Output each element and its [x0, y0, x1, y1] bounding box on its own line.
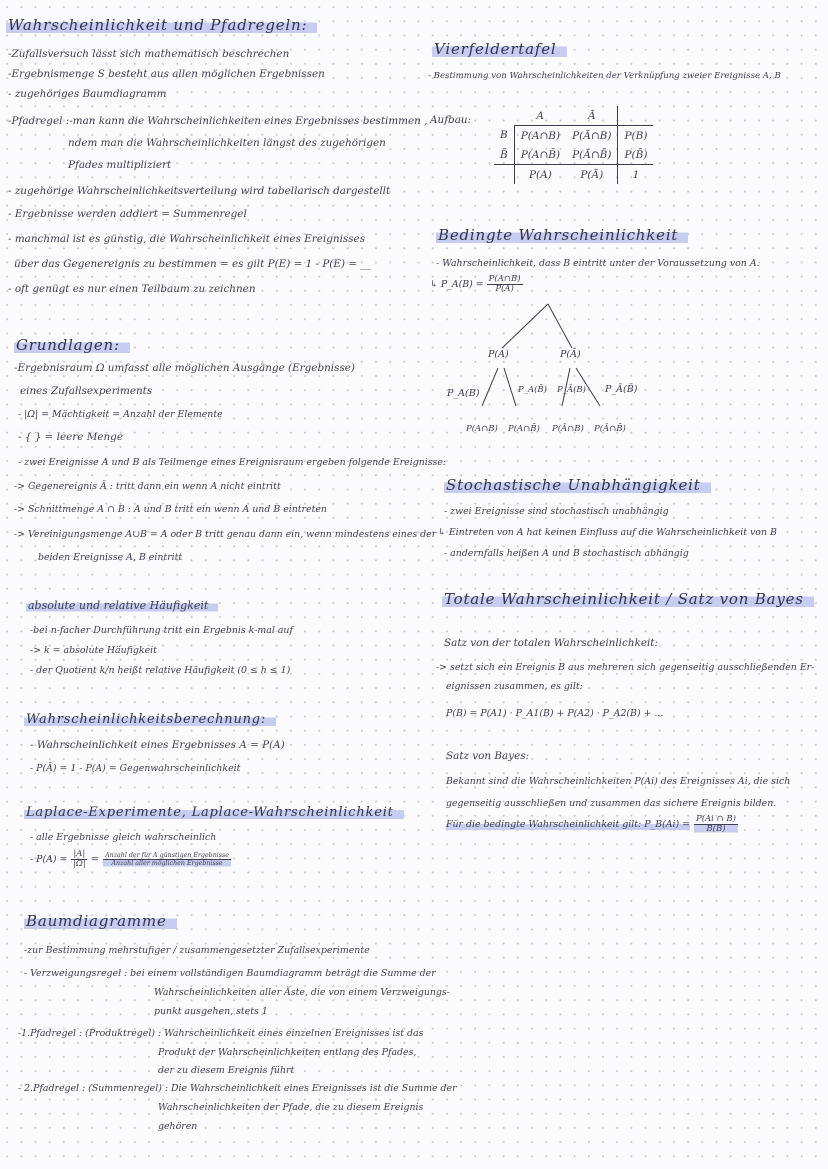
total-line: -> setzt sich ein Ereignis B aus mehreren sich gegenseitig ausschließenden Er- [436, 662, 815, 673]
grund-line: -> Vereinigungsmenge A∪B = A oder B tritt genau dann ein, wenn mindestens eines der [14, 529, 437, 540]
baum-line: -zur Bestimmung mehrstufiger / zusammengesetzter Zufallsexperimente [24, 945, 370, 956]
pfad-line: -Ergebnismenge S besteht aus allen möglichen Ergebnissen [8, 68, 325, 80]
tree-leaf: P(Ā∩B̄) [594, 424, 626, 434]
vft-cell [494, 165, 514, 185]
pfad-line: - zugehörige Wahrscheinlichkeitsverteilung wird tabellarisch dargestellt [8, 185, 391, 197]
bed-den: P(A) [495, 284, 514, 294]
total-line: eignissen zusammen, es gilt: [446, 681, 583, 692]
bayes-num: P(Ai ∩ B) [696, 814, 736, 824]
haeuf-line: - der Quotient k/n heißt relative Häufigkeit (0 ≤ h ≤ 1) [30, 665, 291, 676]
vft-row [494, 106, 653, 126]
vft-cell: A [514, 106, 566, 126]
vier-line: - Bestimmung von Wahrscheinlichkeiten der Verknüpfung zweier Ereignisse A, B [428, 71, 781, 81]
grund-line: -Ergebnisraum Ω umfasst alle möglichen Ausgänge (Ergebnisse) [14, 362, 355, 374]
vier-aufbau: Aufbau: [430, 114, 472, 126]
grund-line: -> Schnittmenge A ∩ B : A und B tritt ein wenn A und B eintreten [14, 504, 327, 515]
grund-line: - |Ω| = Mächtigkeit = Anzahl der Elemente [18, 409, 223, 420]
baum-line: - 2.Pfadregel : (Summenregel) : Die Wahrscheinlichkeit eines Ereignisses ist die Summe der [18, 1083, 457, 1094]
total-formula: P(B) = P(A1) · P_A1(B) + P(A2) · P_A2(B) + ... [446, 708, 664, 719]
tree-leaf: P(A∩B̄) [508, 424, 540, 434]
berech-line: - P(Ā) = 1 - P(A) = Gegenwahrscheinlichkeit [30, 763, 241, 774]
berech-line: - Wahrscheinlichkeit eines Ergebnisses A = P(A) [30, 739, 285, 751]
bed-num: P(A∩B) [488, 274, 521, 284]
vft-row [494, 165, 653, 185]
vft-cell: P(A∩B) [520, 129, 561, 142]
total-line2: Bekannt sind die Wahrscheinlichkeiten P(Ai) des Ereignisses Ai, die sich [446, 776, 791, 787]
tree-leaf: P(Ā∩B) [552, 424, 584, 434]
grund-line: - zwei Ereignisse A und B als Teilmenge eines Ereignisraum ergeben folgende Ereignisse: [18, 457, 447, 468]
probability-tree [440, 298, 650, 438]
grund-line: beiden Ereignisse A, B eintritt [38, 552, 183, 563]
tree-leaf: P(A∩B) [466, 424, 498, 434]
title-pfadregeln: Wahrscheinlichkeit und Pfadregeln: [6, 16, 317, 34]
laplace-fraction [71, 850, 87, 869]
vft-cell: P(A) [528, 168, 552, 181]
total-sub2: Satz von Bayes: [446, 750, 530, 762]
title-baumdiagramme: Baumdiagramme [24, 912, 177, 930]
title-haeufigkeit: absolute und relative Häufigkeit [26, 599, 218, 612]
title-grundlagen: Grundlagen: [14, 336, 130, 354]
pfad-line: - zugehöriges Baumdiagramm [8, 88, 167, 100]
total-sub1: Satz von der totalen Wahrscheinlichkeit: [444, 637, 658, 649]
laplace-note-num: Anzahl der für A günstigen Ergebnisse [105, 851, 229, 859]
vft-cell: P(Ā∩B̄) [566, 145, 618, 165]
title-bedingte: Bedingte Wahrscheinlichkeit [436, 226, 688, 244]
baum-line: Produkt der Wahrscheinlichkeiten entlang des Pfades, [158, 1047, 417, 1058]
tree-branch-ll: P_A(B) [447, 388, 480, 399]
tree-branch-lr: P_A(B̄) [518, 385, 547, 395]
total-line2: gegenseitig ausschließen und zusammen das sichere Ereignis bilden. [446, 798, 777, 809]
title-vierfeldertafel: Vierfeldertafel [432, 40, 567, 58]
tree-branch-rl: P_Ā(B) [557, 385, 586, 395]
baum-line: Wahrscheinlichkeiten aller Äste, die von einem Verzweigungs- [154, 987, 450, 998]
haeuf-line: -bei n-facher Durchführung tritt ein Ergebnis k-mal auf [30, 625, 293, 636]
pfad-line: - Ergebnisse werden addiert = Summenregel [8, 208, 247, 220]
pfad-line: - oft genügt es nur einen Teilbaum zu zeichnen [8, 283, 256, 295]
bayes-fraction [694, 815, 738, 834]
tree-branch-rr: P_Ā(B̄) [605, 384, 638, 395]
grund-line: - { } = leere Menge [18, 431, 123, 443]
vft-cell: P(A∩B̄) [514, 145, 566, 165]
vft-cell [494, 106, 514, 126]
pfad-line: ndem man die Wahrscheinlichkeiten längst des zugehörigen [68, 137, 386, 149]
stoch-line: - zwei Ereignisse sind stochastisch unabhängig [444, 506, 669, 517]
tree-node-a: P(A) [488, 349, 509, 360]
title-total: Totale Wahrscheinlichkeit / Satz von Bayes [442, 590, 814, 608]
bayes-den: B(B) [706, 824, 726, 834]
vft-cell: B̄ [494, 145, 514, 165]
bayes-prefix: Für die bedingte Wahrscheinlichkeit gilt: P_B(Ai) = [446, 819, 690, 830]
pfad-line: -Zufallsversuch lässt sich mathematisch beschrechen [8, 48, 290, 60]
baum-line: - Verzweigungsregel : bei einem vollständigen Baumdiagramm beträgt die Summe der [24, 968, 436, 979]
vft-cell [618, 106, 653, 126]
bed-prefix: ↳ P_A(B) = [430, 279, 484, 290]
pfad-line: -Pfadregel :-man kann die Wahrscheinlichkeiten eines Ergebnisses bestimmen , [8, 115, 428, 127]
vft-row [494, 126, 653, 146]
laplace-prefix: - P(A) = [30, 854, 68, 865]
baum-line: der zu diesem Ereignis führt [158, 1065, 295, 1076]
vft-cell: P(B̄) [618, 145, 653, 165]
pfad-line: über das Gegenereignis zu bestimmen = es gilt P(E) = 1 - P(E) = __ [14, 258, 371, 270]
laplace-note [103, 852, 231, 868]
grund-line: eines Zufallsexperiments [20, 385, 153, 397]
bed-fraction [487, 275, 523, 294]
laplace-num: |A| [73, 849, 86, 859]
laplace-den: |Ω| [72, 859, 86, 869]
title-berechnung: Wahrscheinlichkeitsberechnung: [24, 712, 276, 727]
baum-line: gehören [158, 1121, 198, 1132]
vft-cell: Ā [566, 106, 618, 126]
grund-line: -> Gegenereignis Ā : tritt dann ein wenn A nicht eintritt [14, 481, 281, 492]
bed-formula [430, 275, 523, 294]
tree-node-abar: P(Ā) [560, 349, 581, 360]
title-stochastisch: Stochastische Unabhängigkeit [444, 476, 711, 494]
laplace-eq: = [91, 854, 100, 865]
vft-cell: P(Ā) [566, 165, 618, 185]
vierfeldertafel-table [494, 106, 653, 184]
laplace-note-den: Anzahl aller möglichen Ergebnisse [111, 860, 223, 867]
vft-cell: P(Ā∩B) [566, 126, 618, 146]
baum-line: Wahrscheinlichkeiten der Pfade, die zu diesem Ereignis [158, 1102, 424, 1113]
vft-cell: 1 [632, 168, 640, 181]
haeuf-line: -> k = absolute Häufigkeit [30, 645, 157, 656]
vft-row [494, 145, 653, 165]
pfad-line: Pfades multipliziert [68, 159, 172, 171]
vft-cell: P(B) [624, 129, 648, 142]
laplace-line: - alle Ergebnisse gleich wahrscheinlich [30, 832, 217, 843]
title-laplace: Laplace-Experimente, Laplace-Wahrscheinlichkeit [24, 805, 404, 820]
vft-cell: B [494, 126, 514, 146]
stoch-line: ↳ Eintreten von A hat keinen Einfluss auf die Wahrscheinlichkeit von B [438, 527, 777, 538]
baum-line: -1.Pfadregel : (Produktregel) : Wahrscheinlichkeit eines einzelnen Ereignisses ist das [18, 1028, 424, 1039]
stoch-line: - andernfalls heißen A und B stochastisch abhängig [444, 548, 689, 559]
baum-line: punkt ausgehen, stets 1 [154, 1006, 268, 1017]
bed-line: - Wahrscheinlichkeit, dass B eintritt unter der Voraussetzung von A. [436, 258, 760, 269]
bayes-formula [446, 815, 738, 834]
pfad-line: - manchmal ist es günstig, die Wahrscheinlichkeit eines Ereignisses [8, 233, 366, 245]
laplace-formula [30, 850, 231, 869]
